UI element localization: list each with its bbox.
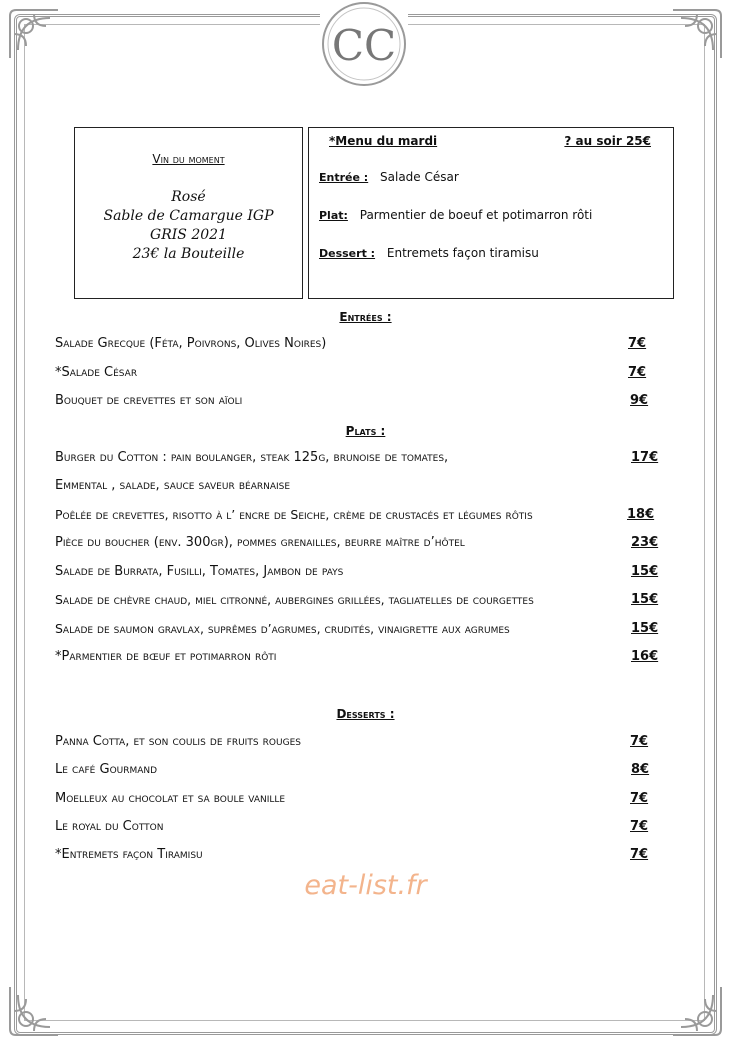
menu-item-name: Salade de Burrata, Fusilli, Tomates, Jambon de pays <box>55 564 344 579</box>
wine-vintage: GRIS 2021 <box>150 227 227 243</box>
menu-item-name: Emmental , salade, sauce saveur béarnaise <box>55 478 291 493</box>
menu-item-price: 7€ <box>630 819 649 834</box>
menu-item-name: *Parmentier de bœuf et potimarron rôti <box>55 649 277 664</box>
menu-entree-row <box>319 170 459 184</box>
menu-item-price: 7€ <box>628 336 647 351</box>
corner-ornament-icon <box>6 6 62 62</box>
menu-dessert-value: Entremets façon tiramisu <box>386 246 539 260</box>
menu-item-name: Pièce du boucher (env. 300gr), pommes grenailles, beurre maître d’hôtel <box>55 535 465 550</box>
menu-item-name: Salade de chèvre chaud, miel citronné, aubergines grillées, tagliatelles de courgettes <box>55 592 534 607</box>
menu-item-name: *Entremets façon Tiramisu <box>55 847 203 862</box>
section-title-plats: Plats : <box>345 424 386 438</box>
menu-item-name: Le café Gourmand <box>55 762 158 777</box>
section-title-entrees: Entrées : <box>339 310 392 324</box>
corner-ornament-icon <box>669 6 725 62</box>
monogram-logo <box>320 0 408 88</box>
menu-item-price: 9€ <box>630 393 649 408</box>
wine-title: Vin du moment <box>152 152 225 166</box>
menu-item-price: 15€ <box>631 621 659 636</box>
menu-item-name: Le royal du Cotton <box>55 819 164 834</box>
menu-item-price: 7€ <box>630 791 649 806</box>
menu-item-name: *Salade César <box>55 365 138 380</box>
menu-item-name: Salade Grecque (Féta, Poivrons, Olives Noires) <box>55 336 327 351</box>
monogram-letters: CC <box>331 21 397 70</box>
menu-item-price: 7€ <box>630 734 649 749</box>
menu-plat-value: Parmentier de boeuf et potimarron rôti <box>359 208 593 222</box>
menu-plat-label: Plat: <box>319 209 348 222</box>
menu-item-price: 15€ <box>631 564 659 579</box>
section-title-desserts: Desserts : <box>336 707 395 721</box>
menu-heading-price: ? au soir 25€ <box>564 134 651 148</box>
corner-ornament-icon <box>6 983 62 1039</box>
menu-item-price: 8€ <box>631 762 650 777</box>
menu-item-name: Salade de saumon gravlax, suprêmes d’agrumes, crudités, vinaigrette aux agrumes <box>55 621 510 636</box>
menu-item-price: 7€ <box>628 365 647 380</box>
wine-price: 23€ la Bouteille <box>132 246 245 262</box>
menu-item-price: 16€ <box>631 649 659 664</box>
wine-name: Sable de Camargue IGP <box>103 208 274 224</box>
menu-item-name: Bouquet de crevettes et son aïoli <box>55 393 243 408</box>
menu-plat-row <box>319 208 592 222</box>
menu-item-name: Moelleux au chocolat et sa boule vanille <box>55 791 286 806</box>
menu-entree-label: Entrée : <box>319 171 369 184</box>
wine-box <box>74 127 303 299</box>
menu-item-price: 15€ <box>631 592 659 607</box>
menu-heading: *Menu du mardi <box>329 134 438 148</box>
menu-dessert-label: Dessert : <box>319 247 376 260</box>
menu-item-price: 23€ <box>631 535 659 550</box>
menu-item-price: 18€ <box>627 507 655 522</box>
menu-entree-value: Salade César <box>380 170 459 184</box>
watermark: eat-list.fr <box>304 870 427 901</box>
corner-ornament-icon <box>669 983 725 1039</box>
menu-item-name: Burger du Cotton : pain boulanger, steak 125g, brunoise de tomates, <box>55 450 449 465</box>
menu-item-price: 17€ <box>631 450 659 465</box>
menu-item-price: 7€ <box>630 847 649 862</box>
menu-item-name: Panna Cotta, et son coulis de fruits rouges <box>55 734 301 749</box>
menu-item-name: Poêlée de crevettes, risotto à l’ encre de Seiche, crème de crustacés et légumes rôtis <box>55 507 533 522</box>
menu-du-mardi-box <box>308 127 674 299</box>
menu-dessert-row <box>319 246 539 260</box>
wine-type: Rosé <box>171 189 206 205</box>
